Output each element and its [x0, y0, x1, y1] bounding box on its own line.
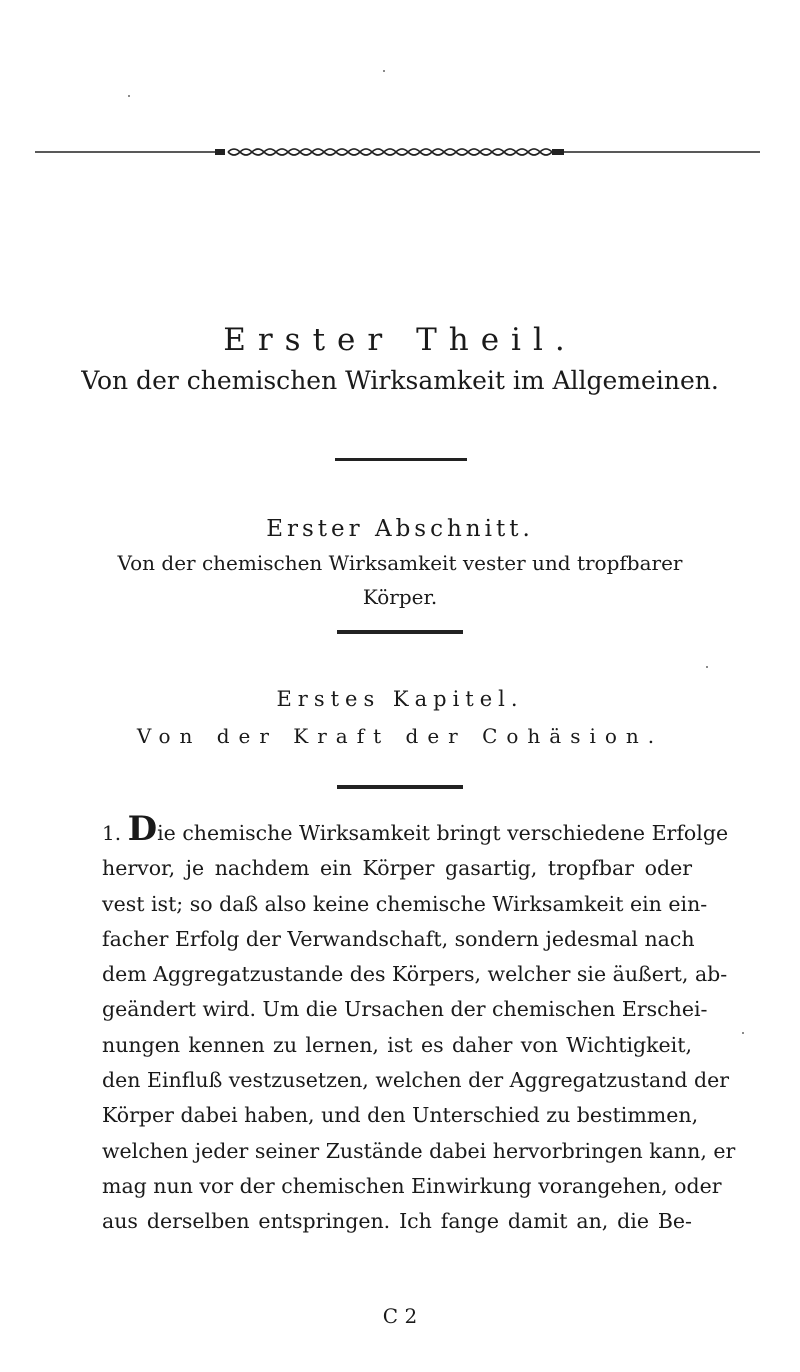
chapter-subtitle: Von der Kraft der Cohäsion. — [136, 724, 664, 748]
divider-rule-1 — [335, 458, 467, 461]
part-title: Erster Theil. — [223, 322, 577, 358]
body-line-7: nungen kennen zu lernen, ist es daher von Wichtigkeit, — [102, 1032, 692, 1057]
body-line-4: facher Erfolg der Verwandschaft, sondern jedesmal nach — [102, 926, 695, 951]
decorative-border-ornament — [0, 143, 800, 161]
body-line-5: dem Aggregatzustande des Körpers, welcher sie äußert, ab- — [102, 962, 728, 987]
body-line-8: den Einfluß vestzusetzen, welchen der Aggregatzustand der — [102, 1068, 730, 1093]
divider-rule-2 — [337, 630, 463, 634]
paper-speck — [706, 666, 708, 668]
section-description: Von der chemischen Wirksamkeit vester und tropfbarer — [117, 551, 683, 575]
body-line-3: vest ist; so daß also keine chemische Wirksamkeit ein ein- — [102, 891, 708, 916]
drop-initial: D — [127, 809, 158, 849]
divider-rule-3 — [337, 785, 463, 789]
body-line-11: mag nun vor der chemischen Einwirkung vorangehen, oder — [102, 1173, 722, 1198]
body-line-9: Körper dabei haben, und den Unterschied zu bestimmen, — [102, 1103, 699, 1128]
body-text-line: ie chemische Wirksamkeit bringt verschiedene Erfolge — [157, 821, 729, 845]
paper-speck — [742, 1032, 744, 1034]
body-line-1 — [102, 809, 729, 851]
part-subtitle: Von der chemischen Wirksamkeit im Allgemeinen. — [81, 366, 719, 395]
body-line-12: aus derselben entspringen. Ich fange damit an, die Be- — [102, 1209, 692, 1234]
paper-speck — [383, 70, 385, 72]
body-line-10: welchen jeder seiner Zustände dabei hervorbringen kann, er — [102, 1138, 736, 1163]
section-description-continued: Körper. — [362, 585, 438, 609]
chapter-title: Erstes Kapitel. — [276, 687, 524, 711]
body-line-6: geändert wird. Um die Ursachen der chemischen Erschei- — [102, 997, 708, 1022]
body-line-2: hervor, je nachdem ein Körper gasartig, tropfbar oder — [102, 856, 692, 881]
section-title: Erster Abschnitt. — [266, 516, 534, 542]
paper-speck — [128, 95, 130, 97]
paragraph-number: 1. — [102, 821, 122, 845]
signature-mark: C 2 — [382, 1304, 418, 1328]
body-paragraph — [102, 809, 736, 1240]
